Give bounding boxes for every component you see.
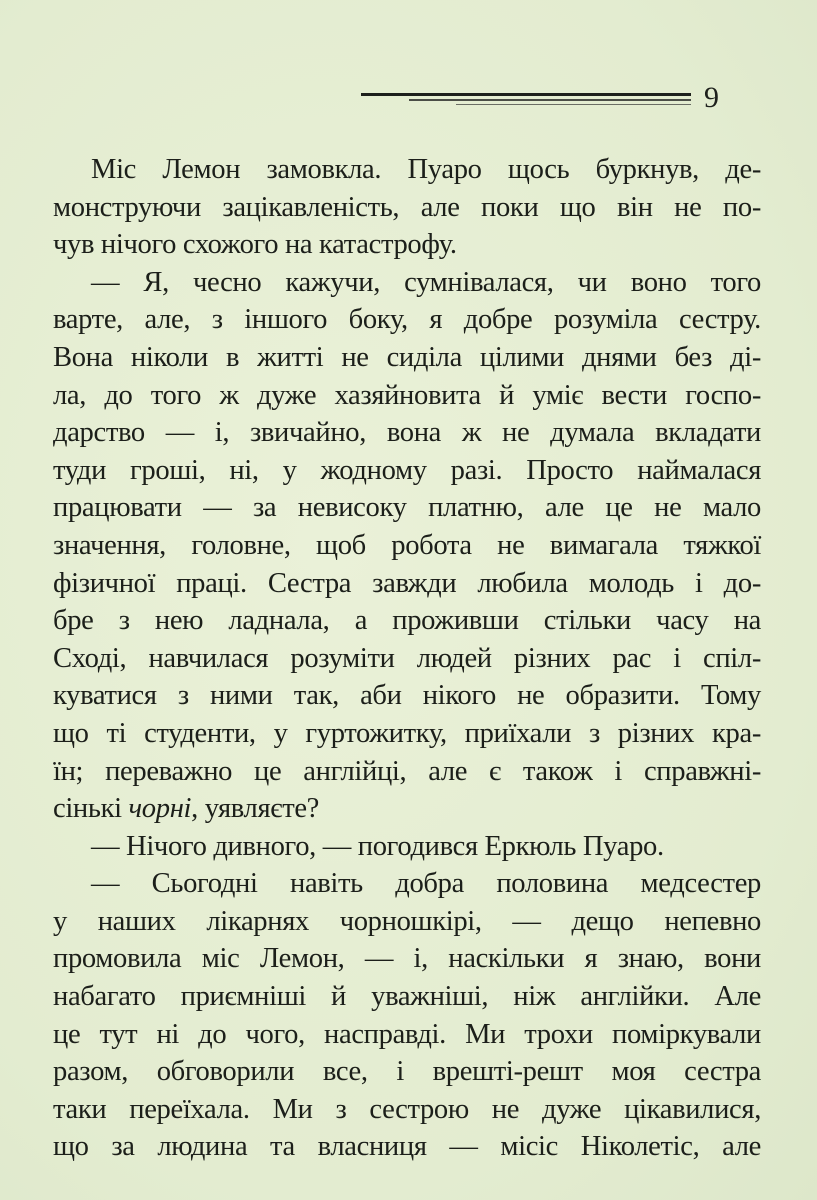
page-number: 9 xyxy=(704,81,719,114)
text-line: у наших лікарнях чорношкірі, — дещо непевно xyxy=(53,905,761,937)
text-line: дарство — і, звичайно, вона ж не думала вкладати xyxy=(53,417,761,449)
text-line: таки переїхала. Ми з сестрою не дуже цікавилися, xyxy=(53,1093,761,1125)
text-run: , уявляєте? xyxy=(191,793,320,825)
italic-word: чорні xyxy=(128,793,192,825)
text-line: бре з нею ладнала, а проживши стільки часу на xyxy=(53,605,761,637)
text-line: набагато приємніші й уважніші, ніж англійки. Але xyxy=(53,981,761,1013)
text-line: ла, до того ж дуже хазяйновита й уміє вести госпо- xyxy=(53,379,761,411)
text-line: працювати — за невисоку платню, але це не мало xyxy=(53,492,761,524)
body-text xyxy=(53,151,761,1166)
header-rule-bottom xyxy=(456,104,691,105)
text-line: — Сьогодні навіть добра половина медсестер xyxy=(91,868,761,900)
text-line: Вона ніколи в житті не сиділа цілими днями без ді- xyxy=(53,341,761,373)
text-line: промовила міс Лемон, — і, наскільки я знаю, вони xyxy=(53,943,761,975)
text-line: їн; переважно це англійці, але є також і справжні- xyxy=(53,755,761,787)
text-line: разом, обговорили все, і врешті-решт моя сестра xyxy=(53,1056,761,1088)
running-header xyxy=(0,0,817,130)
text-line: варте, але, з іншого боку, я добре розуміла сестру. xyxy=(53,304,761,336)
text-line: що за людина та власниця — місіс Ніколетіс, але xyxy=(53,1131,761,1163)
text-line: — Нічого дивного, — погодився Еркюль Пуаро. xyxy=(91,830,664,862)
text-line: туди гроші, ні, у жодному разі. Просто наймалася xyxy=(53,454,761,486)
text-line: куватися з ними так, аби нікого не образити. Тому xyxy=(53,680,761,712)
text-line: Міс Лемон замовкла. Пуаро щось буркнув, де- xyxy=(91,154,761,185)
text-run: сінькі xyxy=(53,793,129,825)
text-line: чув нічого схожого на катастрофу. xyxy=(53,229,457,261)
text-line: Сході, навчилася розуміти людей різних рас і спіл- xyxy=(53,642,761,674)
text-line: монструючи зацікавленість, але поки що він не по- xyxy=(53,191,761,223)
text-line: що ті студенти, у гуртожитку, приїхали з різних кра- xyxy=(53,717,761,749)
header-rule-middle xyxy=(409,99,691,101)
header-rule-top xyxy=(361,93,691,96)
text-line xyxy=(53,790,761,828)
text-line: — Я, чесно кажучи, сумнівалася, чи воно того xyxy=(91,266,761,298)
text-line: це тут ні до чого, насправді. Ми трохи поміркували xyxy=(53,1018,761,1050)
text-line: значення, головне, щоб робота не вимагала тяжкої xyxy=(53,529,761,561)
text-line: фізичної праці. Сестра завжди любила молодь і до- xyxy=(53,567,761,599)
